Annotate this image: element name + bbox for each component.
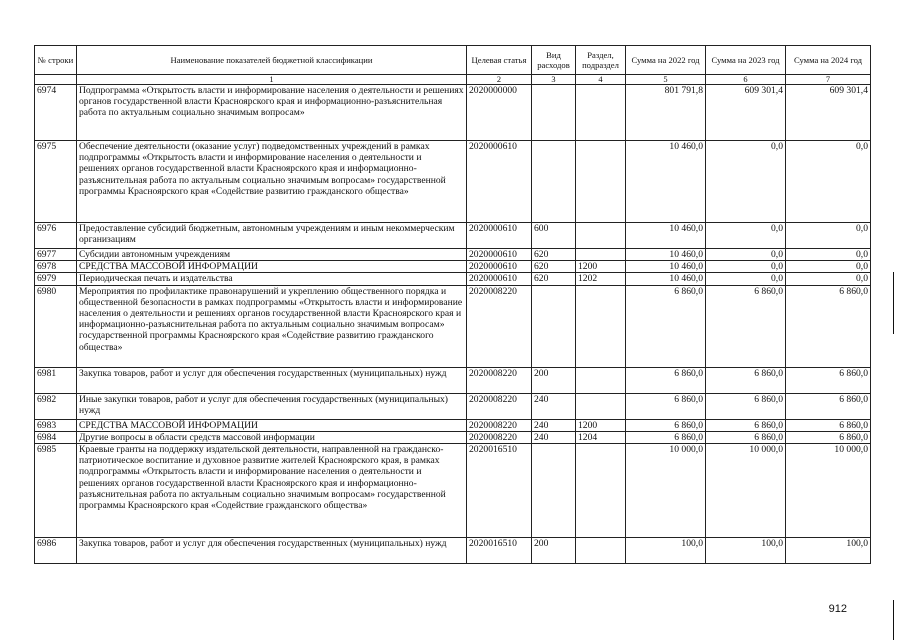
header-section: Раздел, подраздел [576,46,626,75]
table-row [35,538,871,564]
row-sum-2023: 609 301,4 [706,85,786,141]
row-expense-type: 240 [532,419,576,431]
row-number: 6979 [35,273,77,285]
row-target: 2020000610 [467,261,532,273]
row-sum-2023: 0,0 [706,249,786,261]
row-name: Закупка товаров, работ и услуг для обеспечения государственных (муниципальных) нужд [77,367,467,393]
row-sum-2024: 609 301,4 [786,85,871,141]
row-number: 6982 [35,393,77,419]
row-expense-type: 620 [532,273,576,285]
row-sum-2022: 6 860,0 [626,431,706,443]
table-row [35,273,871,285]
row-number: 6978 [35,261,77,273]
row-number: 6983 [35,419,77,431]
row-expense-type: 620 [532,249,576,261]
row-name: Иные закупки товаров, работ и услуг для обеспечения государственных (муниципальных) нужд [77,393,467,419]
row-section [576,85,626,141]
page-number: 912 [828,603,847,615]
row-sum-2023: 0,0 [706,141,786,223]
row-section [576,285,626,367]
table-row [35,85,871,141]
table-row [35,223,871,249]
row-expense-type: 200 [532,538,576,564]
row-sum-2022: 6 860,0 [626,393,706,419]
column-index-row [35,75,871,85]
row-sum-2023: 6 860,0 [706,431,786,443]
row-sum-2022: 10 000,0 [626,444,706,538]
row-section [576,393,626,419]
row-target: 2020008220 [467,431,532,443]
header-sum-2022: Сумма на 2022 год [626,46,706,75]
row-sum-2023: 6 860,0 [706,419,786,431]
row-number: 6980 [35,285,77,367]
row-name: Краевые гранты на поддержку издательской деятельности, направленной на гражданско-патриотическое воспитание и духовное развитие жителей Красноярского края, в рамках подпрограммы «Открытость власти и информирование населения о деятельности и решениях органов государственной власти Красноярского края и информационно-разъяснительная работа по актуальным социально значимым вопросам» государственной программы Красноярского края «Содействие гражданского общества» [77,444,467,538]
row-sum-2022: 801 791,8 [626,85,706,141]
table-row [35,367,871,393]
row-section [576,444,626,538]
row-target: 2020000610 [467,141,532,223]
row-name: СРЕДСТВА МАССОВОЙ ИНФОРМАЦИИ [77,261,467,273]
row-target: 2020008220 [467,285,532,367]
column-index: 7 [786,75,871,85]
row-name: Предоставление субсидий бюджетным, автономным учреждениям и иным некоммерческим организациям [77,223,467,249]
row-sum-2022: 6 860,0 [626,285,706,367]
row-target: 2020000000 [467,85,532,141]
column-index: 2 [467,75,532,85]
row-expense-type: 240 [532,431,576,443]
row-number: 6975 [35,141,77,223]
row-number: 6976 [35,223,77,249]
header-sum-2023: Сумма на 2023 год [706,46,786,75]
scan-edge-line [893,272,894,334]
row-sum-2022: 100,0 [626,538,706,564]
row-target: 2020008220 [467,419,532,431]
row-section: 1200 [576,419,626,431]
row-sum-2024: 100,0 [786,538,871,564]
table-row [35,393,871,419]
table-row [35,419,871,431]
row-expense-type: 200 [532,367,576,393]
row-target: 2020008220 [467,367,532,393]
row-expense-type [532,285,576,367]
row-sum-2023: 100,0 [706,538,786,564]
row-name: Закупка товаров, работ и услуг для обеспечения государственных (муниципальных) нужд [77,538,467,564]
row-name: Мероприятия по профилактике правонарушений и укреплению общественного порядка и общественной безопасности в рамках подпрограммы «Открытость власти и информирование населения о деятельности и решениях органов государственной власти Красноярского края и информационно-разъяснительная работа по актуальным социально значимым вопросам» государственной программы Красноярского края «Содействие развитию гражданского общества» [77,285,467,367]
row-number: 6985 [35,444,77,538]
budget-table [34,45,871,564]
row-expense-type [532,141,576,223]
row-name: Периодическая печать и издательства [77,273,467,285]
row-sum-2023: 6 860,0 [706,367,786,393]
row-sum-2022: 10 460,0 [626,141,706,223]
row-sum-2023: 0,0 [706,261,786,273]
row-sum-2022: 10 460,0 [626,223,706,249]
column-index: 6 [706,75,786,85]
row-expense-type: 620 [532,261,576,273]
row-sum-2024: 6 860,0 [786,367,871,393]
row-name: СРЕДСТВА МАССОВОЙ ИНФОРМАЦИИ [77,419,467,431]
row-sum-2024: 0,0 [786,273,871,285]
header-row [35,46,871,75]
row-section: 1200 [576,261,626,273]
row-sum-2024: 0,0 [786,223,871,249]
row-sum-2022: 10 460,0 [626,249,706,261]
row-section: 1204 [576,431,626,443]
column-index: 3 [532,75,576,85]
header-target-article: Целевая статья [467,46,532,75]
row-target: 2020000610 [467,273,532,285]
row-sum-2023: 0,0 [706,223,786,249]
column-index: 5 [626,75,706,85]
row-expense-type: 600 [532,223,576,249]
table-row [35,141,871,223]
table-row [35,249,871,261]
table-row [35,261,871,273]
header-row-number: № строки [35,46,77,75]
table-row [35,431,871,443]
table-row [35,285,871,367]
row-sum-2024: 6 860,0 [786,431,871,443]
row-name: Другие вопросы в области средств массовой информации [77,431,467,443]
row-section [576,249,626,261]
row-sum-2024: 10 000,0 [786,444,871,538]
column-index [35,75,77,85]
row-expense-type [532,85,576,141]
row-target: 2020000610 [467,249,532,261]
row-number: 6984 [35,431,77,443]
row-sum-2023: 6 860,0 [706,285,786,367]
row-number: 6986 [35,538,77,564]
row-number: 6981 [35,367,77,393]
row-sum-2023: 10 000,0 [706,444,786,538]
column-index: 1 [77,75,467,85]
row-sum-2022: 6 860,0 [626,367,706,393]
row-sum-2024: 6 860,0 [786,419,871,431]
row-sum-2024: 6 860,0 [786,285,871,367]
row-sum-2024: 6 860,0 [786,393,871,419]
row-section: 1202 [576,273,626,285]
header-indicator-name: Наименование показателей бюджетной классификации [77,46,467,75]
row-number: 6977 [35,249,77,261]
header-expense-type: Вид расходов [532,46,576,75]
scan-edge-line [893,600,894,640]
row-target: 2020000610 [467,223,532,249]
row-expense-type [532,444,576,538]
row-expense-type: 240 [532,393,576,419]
row-section [576,538,626,564]
row-target: 2020008220 [467,393,532,419]
column-index: 4 [576,75,626,85]
row-sum-2022: 10 460,0 [626,261,706,273]
row-sum-2022: 6 860,0 [626,419,706,431]
row-target: 2020016510 [467,444,532,538]
row-sum-2024: 0,0 [786,249,871,261]
row-sum-2023: 0,0 [706,273,786,285]
row-name: Обеспечение деятельности (оказание услуг) подведомственных учреждений в рамках подпрограммы «Открытость власти и информирование населения о деятельности и решениях органов государственной власти Красноярского края и информационно-разъяснительная работа по актуальным социально значимым вопросам» государственной программы Красноярского края «Содействие развитию гражданского общества» [77,141,467,223]
row-sum-2023: 6 860,0 [706,393,786,419]
row-section [576,367,626,393]
row-section [576,141,626,223]
row-target: 2020016510 [467,538,532,564]
row-name: Подпрограмма «Открытость власти и информирование населения о деятельности и решениях органов государственной власти Красноярского края и информационно-разъяснительная работа по актуальным социально значимым вопросам» [77,85,467,141]
row-sum-2022: 10 460,0 [626,273,706,285]
header-sum-2024: Сумма на 2024 год [786,46,871,75]
row-section [576,223,626,249]
row-sum-2024: 0,0 [786,261,871,273]
table-row [35,444,871,538]
row-name: Субсидии автономным учреждениям [77,249,467,261]
row-sum-2024: 0,0 [786,141,871,223]
row-number: 6974 [35,85,77,141]
